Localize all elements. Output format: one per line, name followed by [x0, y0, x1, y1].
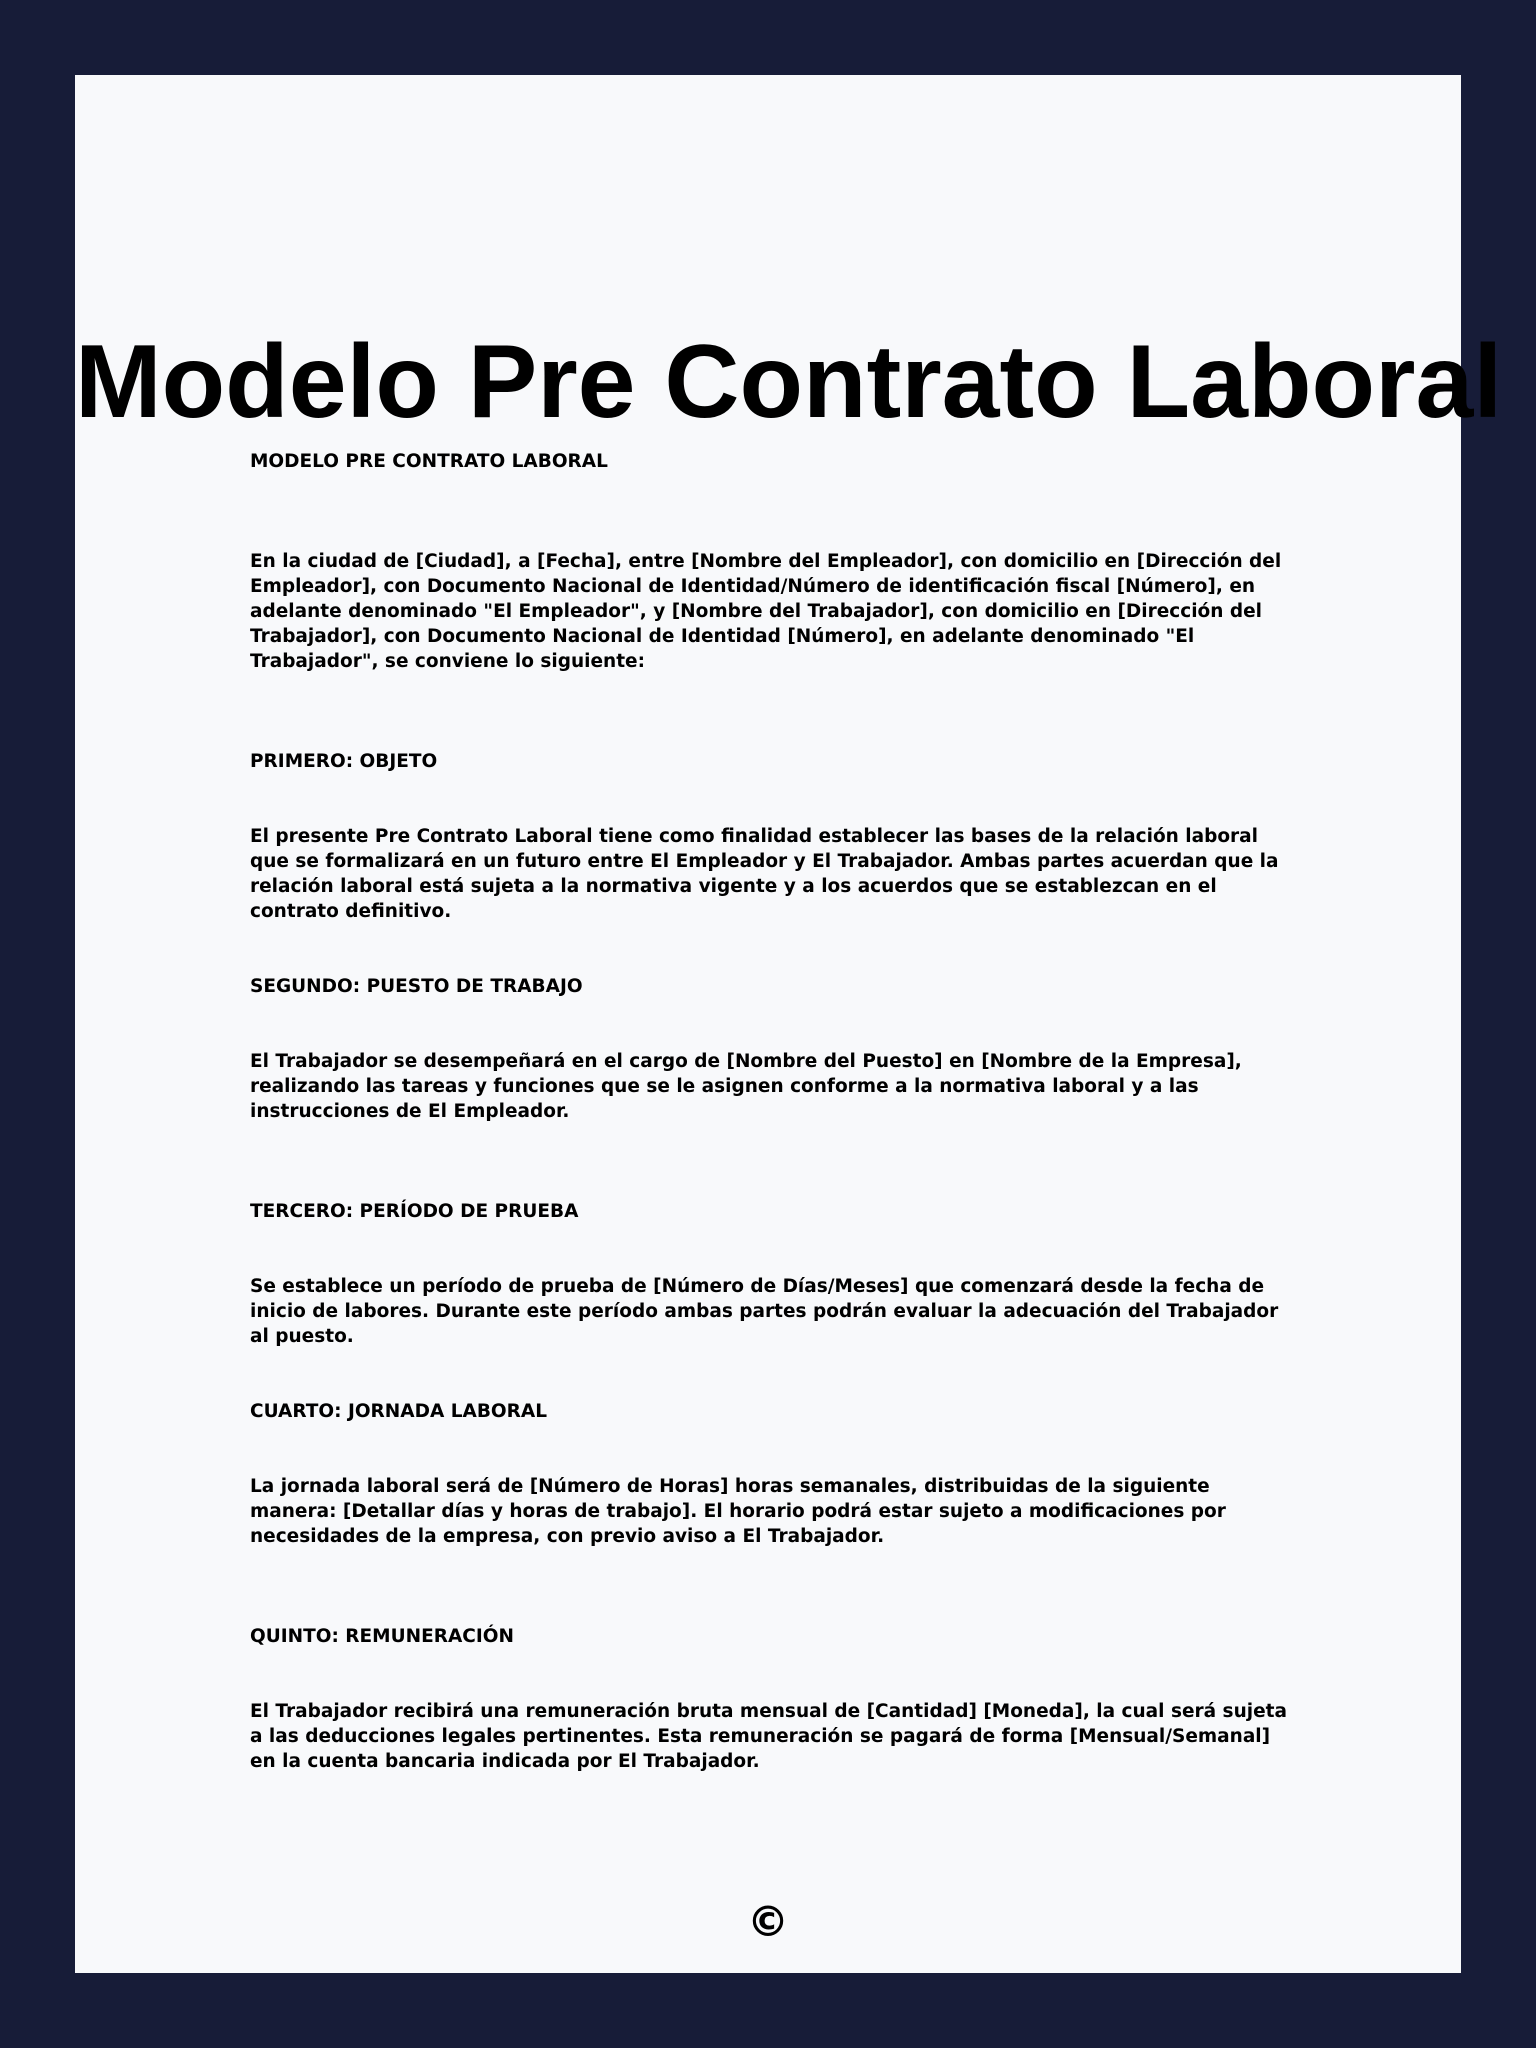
- section-heading-quinto: QUINTO: REMUNERACIÓN: [250, 1626, 514, 1647]
- section-body-quinto: El Trabajador recibirá una remuneración bruta mensual de [Cantidad] [Moneda], la cual será sujeta a las deducciones legales pertinentes. Esta remuneración se pagará de forma [Mensual/Semanal] en la cuenta bancaria indicada por El Trabajador.: [250, 1701, 1287, 1772]
- section-body-primero: El presente Pre Contrato Laboral tiene como finalidad establecer las bases de la relación laboral que se formalizará en un futuro entre El Empleador y El Trabajador. Ambas partes acuerdan que la relación laboral está sujeta a la normativa vigente y a los acuerdos que se establezcan en el contrato definitivo.: [250, 826, 1279, 922]
- document-subtitle: MODELO PRE CONTRATO LABORAL: [250, 451, 608, 472]
- section-heading-segundo: SEGUNDO: PUESTO DE TRABAJO: [250, 976, 583, 997]
- section-body-segundo: El Trabajador se desempeñará en el cargo de [Nombre del Puesto] en [Nombre de la Empresa], realizando las tareas y funciones que se le asignen conforme a la normativa laboral y a las instrucciones de El Empleador.: [250, 1051, 1242, 1122]
- document-title: Modelo Pre Contrato Laboral: [75, 324, 1503, 440]
- section-heading-primero: PRIMERO: OBJETO: [250, 751, 438, 772]
- section-body-tercero: Se establece un período de prueba de [Número de Días/Meses] que comenzará desde la fecha de inicio de labores. Durante este período ambas partes podrán evaluar la adecuación del Trabajador al puesto.: [250, 1276, 1279, 1347]
- copyright-icon: ©: [747, 1897, 789, 1946]
- section-heading-cuarto: CUARTO: JORNADA LABORAL: [250, 1401, 548, 1422]
- section-body-cuarto: La jornada laboral será de [Número de Horas] horas semanales, distribuidas de la siguiente manera: [Detallar días y horas de trabajo]. El horario podrá estar sujeto a modificaciones por necesidades de la empresa, con previo aviso a El Trabajador.: [250, 1476, 1226, 1547]
- document-page: [75, 75, 1503, 1973]
- intro-paragraph: En la ciudad de [Ciudad], a [Fecha], entre [Nombre del Empleador], con domicilio en [Dirección del Empleador], con Documento Nacional de Identidad/Número de identificación fiscal [Número], en adelante denominado "El Empleador", y [Nombre del Trabajador], con domicilio en [Dirección del Trabajador], con Documento Nacional de Identidad [Número], en adelante denominado "El Trabajador", se conviene lo siguiente:: [250, 551, 1282, 672]
- section-heading-tercero: TERCERO: PERÍODO DE PRUEBA: [250, 1201, 579, 1222]
